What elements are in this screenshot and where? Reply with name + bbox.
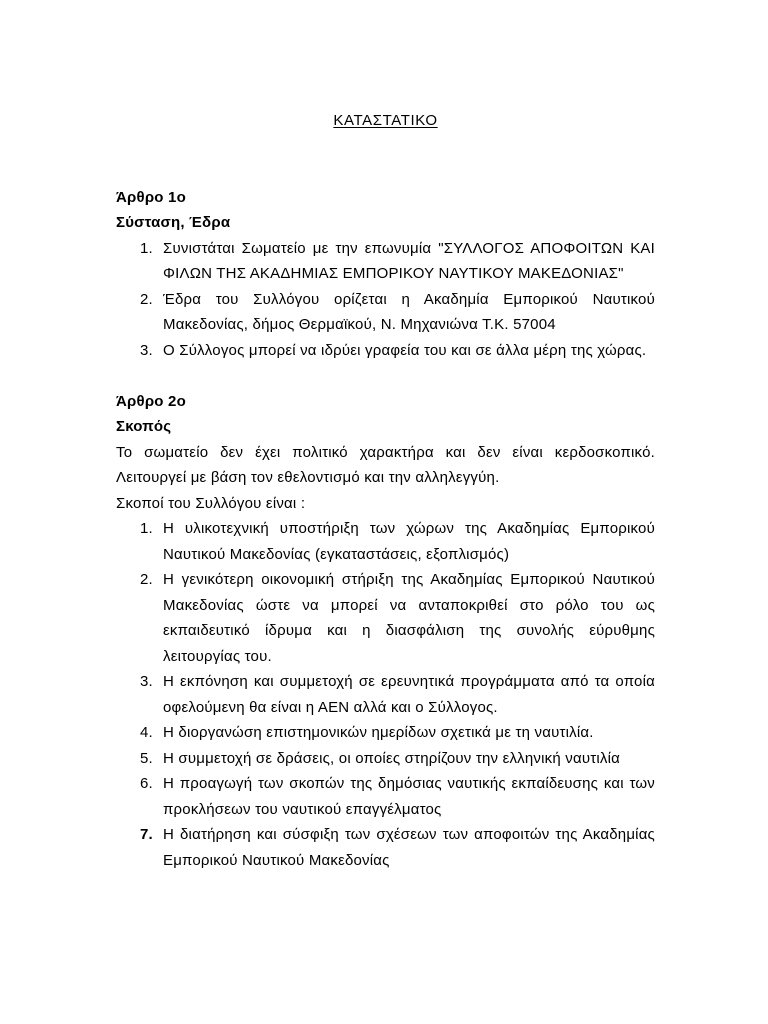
- list-item-line: Η διοργανώση επιστημονικών ημερίδων σχετικά με τη ναυτιλία.: [163, 724, 594, 741]
- article-subheading: Σύσταση, Έδρα: [116, 214, 231, 231]
- article-subheading: Σκοπός: [116, 418, 172, 435]
- paragraph: [116, 491, 655, 517]
- list-item: [116, 771, 655, 822]
- list-item-line: λειτουργίας του.: [163, 647, 272, 665]
- list-item: [116, 338, 655, 364]
- document-title: ΚΑΤΑΣΤΑΤΙΚΟ: [333, 112, 438, 129]
- paragraph-line: Σκοποί του Συλλόγου είναι :: [116, 494, 306, 512]
- list-number: 7.: [140, 826, 153, 843]
- paragraph-line: Λειτουργεί με βάση τον εθελοντισμό και την αλληλεγγύη.: [116, 469, 500, 486]
- list-item: [116, 669, 655, 720]
- list-item: [116, 822, 655, 873]
- list-number: 2.: [140, 290, 153, 308]
- list-item: [116, 516, 655, 567]
- list-item: [116, 567, 655, 669]
- list-item: [116, 236, 655, 287]
- paragraph-line: Το σωματείο δεν έχει πολιτικό χαρακτήρα και δεν είναι κερδοσκοπικό.: [116, 443, 655, 461]
- list-item-line: Η υλικοτεχνική υποστήριξη των χώρων της Ακαδημίας Εμπορικού: [163, 520, 655, 537]
- article-1: [116, 185, 655, 364]
- list-item-line: ΦΙΛΩΝ ΤΗΣ ΑΚΑΔΗΜΙΑΣ ΕΜΠΟΡΙΚΟΥ ΝΑΥΤΙΚΟΥ ΜΑΚΕΔΟΝΙΑΣ": [163, 265, 624, 282]
- list-item: [116, 287, 655, 338]
- document-body: [116, 108, 655, 873]
- list-item-line: Ο Σύλλογος μπορεί να ιδρύει γραφεία του και σε άλλα μέρη της χώρας.: [163, 341, 647, 359]
- article-heading: Άρθρο 1ο: [116, 188, 186, 206]
- list-item-line: Η διατήρηση και σύσφιξη των σχέσεων των αποφοιτών της Ακαδημίας: [163, 826, 655, 843]
- list-item-line: Έδρα του Συλλόγου ορίζεται η Ακαδημία Εμπορικού Ναυτικού: [163, 290, 655, 308]
- list-number: 6.: [140, 775, 153, 792]
- list-number: 1.: [140, 520, 153, 537]
- numbered-list: [116, 236, 655, 364]
- list-item-line: Μακεδονίας, δήμος Θερμαϊκού, Ν. Μηχανιώνα Τ.Κ. 57004: [163, 316, 556, 333]
- list-item-line: Η γενικότερη οικονομική στήριξη της Ακαδημίας Εμπορικού Ναυτικού: [163, 571, 655, 588]
- list-number: 3.: [140, 673, 153, 690]
- list-number: 1.: [140, 239, 153, 257]
- paragraph: [116, 440, 655, 491]
- article-heading: Άρθρο 2ο: [116, 392, 186, 410]
- list-item-line: προκλήσεων του ναυτικού επαγγέλματος: [163, 800, 442, 818]
- article-2: [116, 389, 655, 874]
- list-item-line: Ναυτικού Μακεδονίας (εγκαταστάσεις, εξοπλισμός): [163, 545, 510, 563]
- numbered-list: [116, 516, 655, 873]
- list-item-line: Η προαγωγή των σκοπών της δημόσιας ναυτικής εκπαίδευσης και των: [163, 775, 655, 792]
- list-item: [116, 720, 655, 746]
- list-item-line: Συνιστάται Σωματείο με την επωνυμία "ΣΥΛΛΟΓΟΣ ΑΠΟΦΟΙΤΩΝ ΚΑΙ: [163, 239, 655, 257]
- list-number: 2.: [140, 571, 153, 588]
- list-number: 3.: [140, 341, 153, 359]
- list-item-line: οφελούμενη θα είναι η ΑΕΝ αλλά και ο Σύλλογος.: [163, 698, 498, 716]
- list-item-line: Εμπορικού Ναυτικού Μακεδονίας: [163, 851, 390, 869]
- list-item-line: Η εκπόνηση και συμμετοχή σε ερευνητικά προγράμματα από τα οποία: [163, 673, 655, 690]
- list-number: 5.: [140, 749, 153, 767]
- list-item-line: εκπαιδευτικό ίδρυμα και η διασφάλιση της συνολής εύρυθμης: [163, 622, 655, 639]
- list-item: [116, 746, 655, 772]
- list-number: 4.: [140, 724, 153, 741]
- list-item-line: Η συμμετοχή σε δράσεις, οι οποίες στηρίζουν την ελληνική ναυτιλία: [163, 749, 621, 767]
- list-item-line: Μακεδονίας ώστε να μπορεί να ανταποκριθεί στο ρόλο του ως: [163, 596, 655, 614]
